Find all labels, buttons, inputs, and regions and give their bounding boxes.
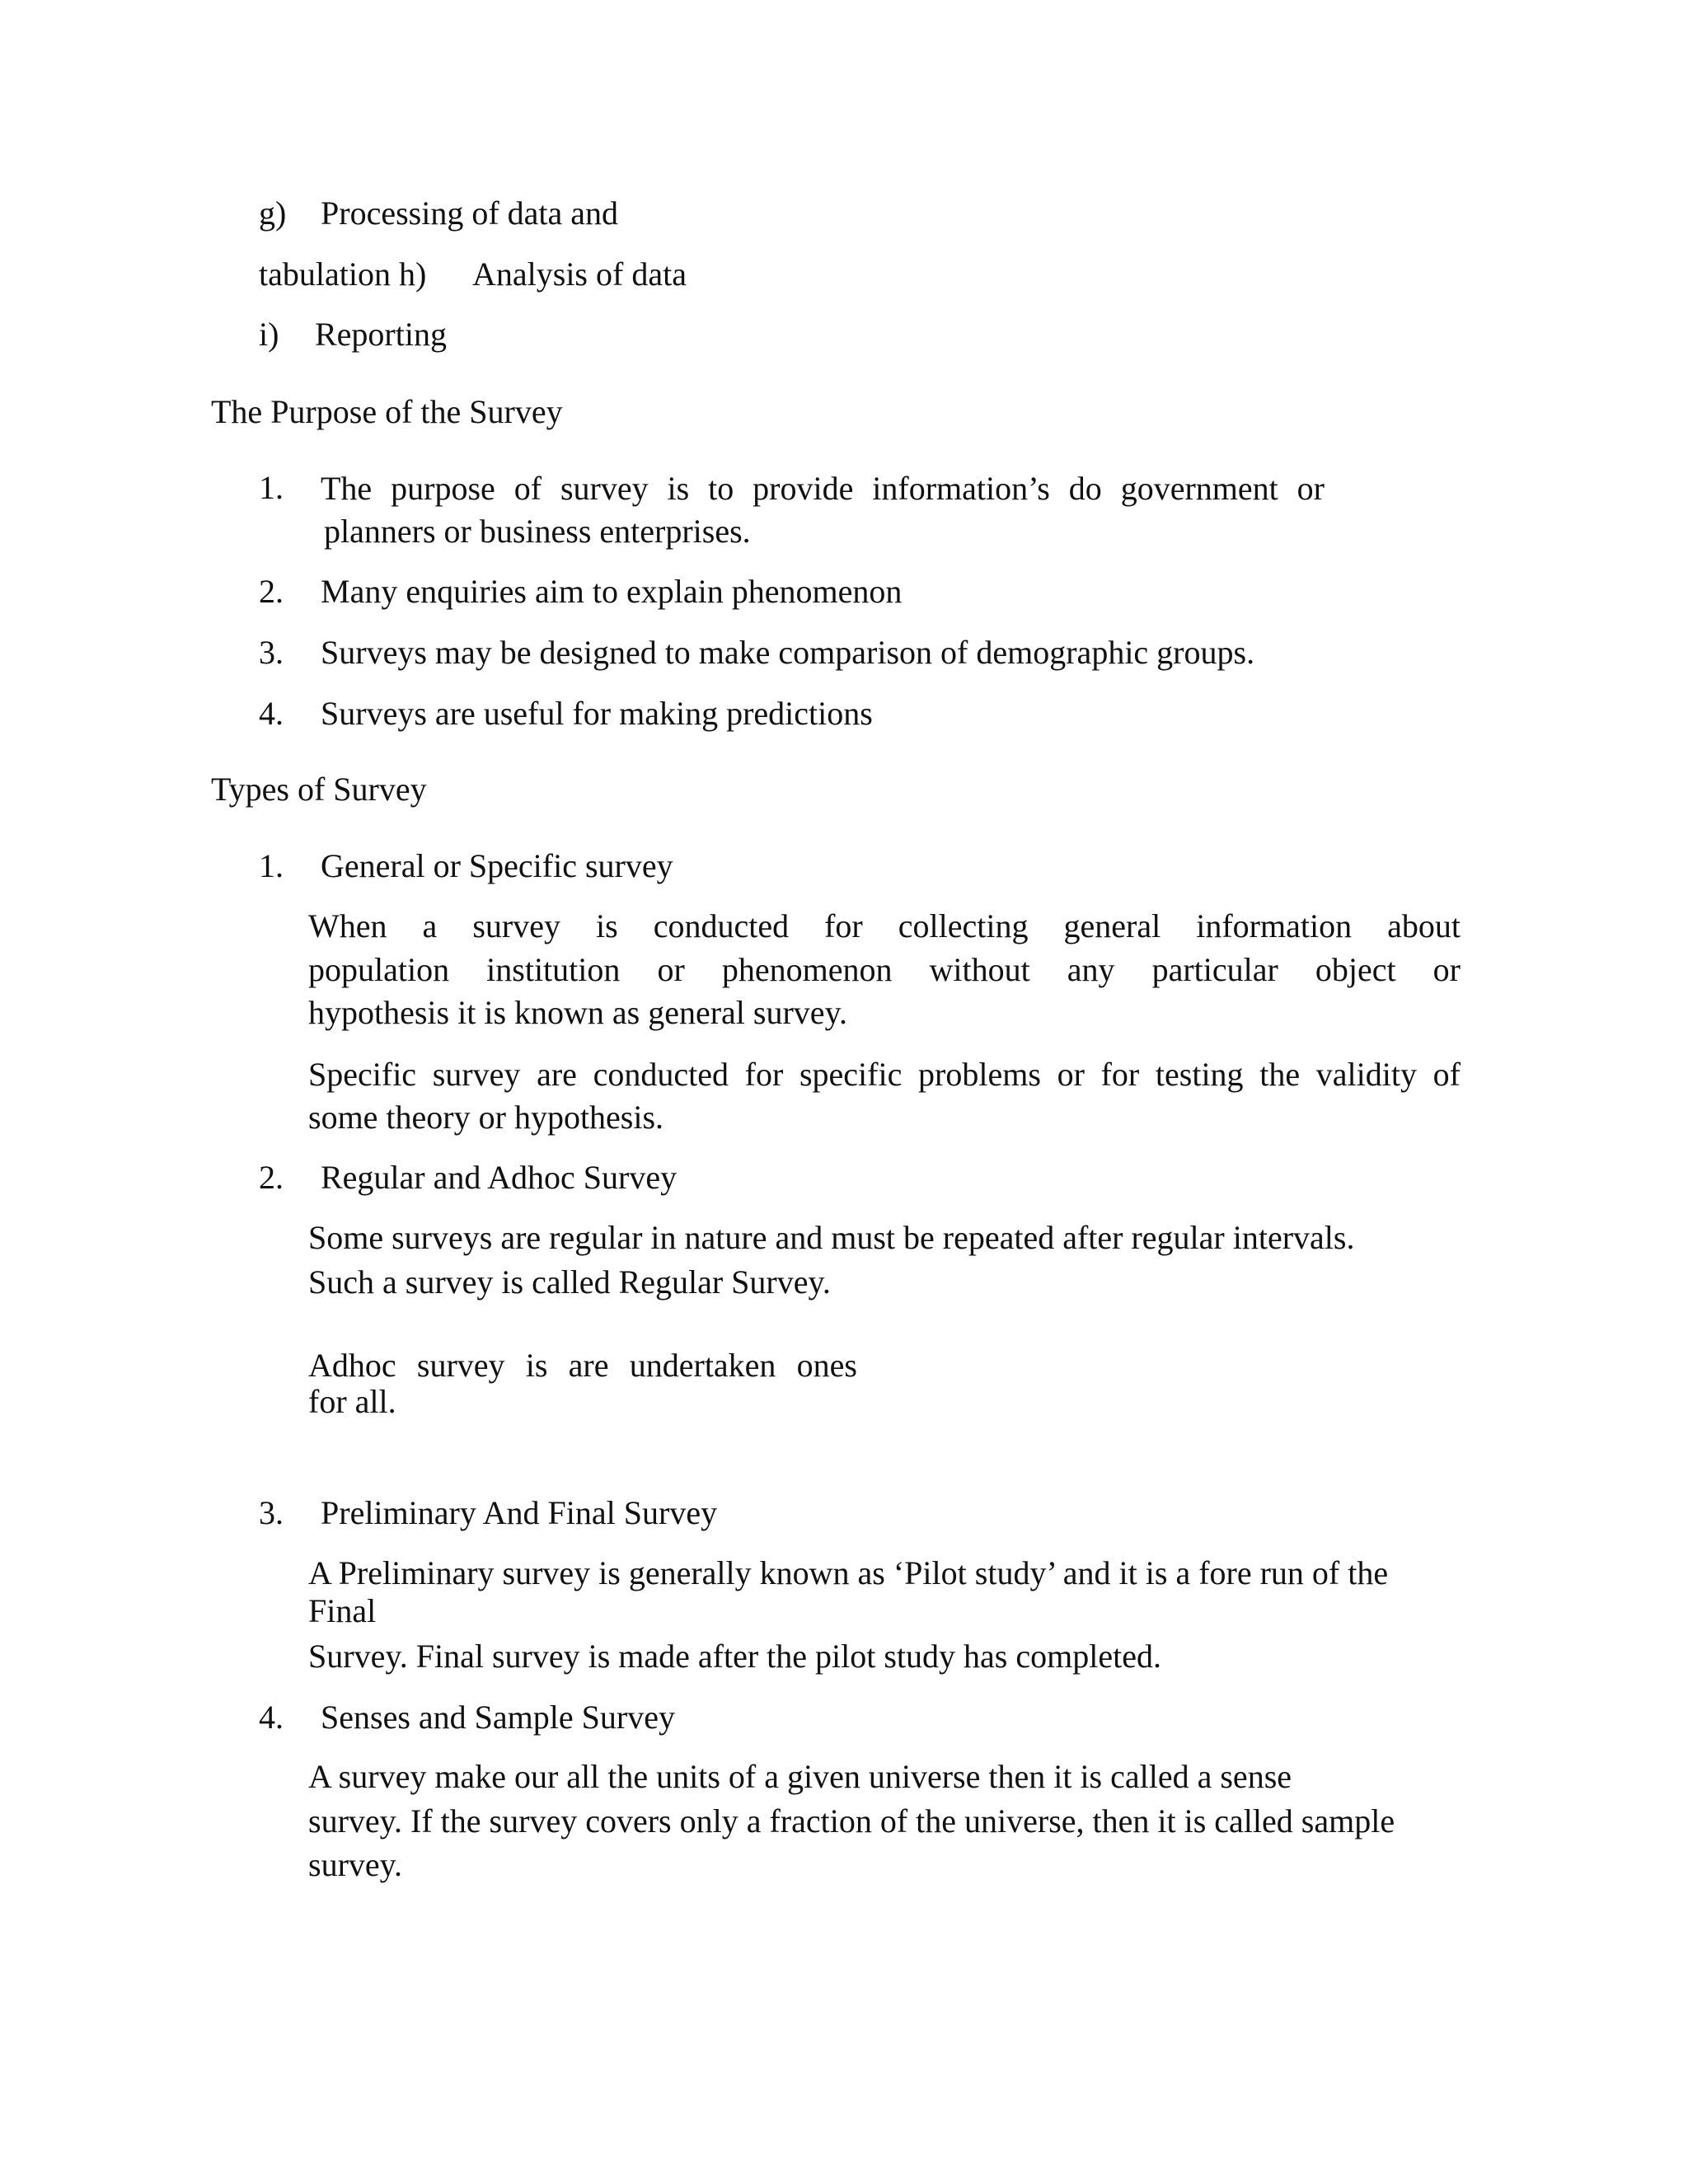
type-paragraph-line: some theory or hypothesis. — [308, 1099, 664, 1136]
purpose-item-line: Surveys may be designed to make comparison of demographic groups. — [321, 634, 1255, 671]
type-paragraph-line: Specific survey are conducted for specific problems or for testing the validity of — [308, 1056, 1461, 1093]
purpose-item-line: The purpose of survey is to provide information’s do government or — [321, 470, 1325, 507]
type-item-title: Senses and Sample Survey — [321, 1699, 675, 1736]
type-paragraph-line: survey. If the survey covers only a fraction of the universe, then it is called sample — [308, 1802, 1395, 1840]
type-paragraph-line: When a survey is conducted for collecting general information about — [308, 907, 1461, 944]
purpose-item-line: planners or business enterprises. — [324, 513, 751, 550]
type-item-title: Preliminary And Final Survey — [321, 1494, 718, 1531]
step-g-marker: g) — [259, 194, 287, 232]
step-h-text: Analysis of data — [472, 255, 687, 293]
type-paragraph-line: Final — [308, 1592, 377, 1629]
type-paragraph-line: survey. — [308, 1846, 403, 1883]
type-item-number: 4. — [259, 1699, 284, 1736]
type-item-title: Regular and Adhoc Survey — [321, 1159, 678, 1196]
step-i-marker: i) — [259, 316, 279, 353]
purpose-heading: The Purpose of the Survey — [211, 393, 563, 430]
types-heading: Types of Survey — [211, 771, 427, 808]
type-paragraph-line: Adhoc survey is are undertaken ones — [308, 1347, 857, 1384]
purpose-item-number: 4. — [259, 695, 284, 732]
type-item-number: 1. — [259, 847, 284, 884]
type-item-title: General or Specific survey — [321, 847, 673, 884]
type-paragraph-line: A survey make our all the units of a given universe then it is called a sense — [308, 1758, 1292, 1795]
purpose-item-number: 2. — [259, 573, 284, 610]
purpose-item-number: 3. — [259, 634, 284, 671]
type-item-number: 2. — [259, 1159, 284, 1196]
type-paragraph-line: hypothesis it is known as general survey. — [308, 994, 847, 1031]
type-paragraph-line: population institution or phenomenon without any particular object or — [308, 951, 1461, 988]
step-i-text: Reporting — [315, 316, 447, 353]
step-g-text: Processing of data and — [321, 194, 619, 232]
type-paragraph-line: Such a survey is called Regular Survey. — [308, 1263, 831, 1301]
purpose-item-line: Many enquiries aim to explain phenomenon — [321, 573, 903, 610]
type-item-number: 3. — [259, 1494, 284, 1531]
type-paragraph-line: Some surveys are regular in nature and must be repeated after regular intervals. — [308, 1219, 1355, 1256]
step-tabulation-text: tabulation h) — [259, 255, 427, 293]
type-paragraph-line: Survey. Final survey is made after the pilot study has completed. — [308, 1638, 1161, 1675]
type-paragraph-line: for all. — [308, 1383, 396, 1420]
type-paragraph-line: A Preliminary survey is generally known as ‘Pilot study’ and it is a fore run of the — [308, 1554, 1389, 1591]
purpose-item-number: 1. — [259, 469, 284, 506]
purpose-item-line: Surveys are useful for making predictions — [321, 695, 873, 732]
